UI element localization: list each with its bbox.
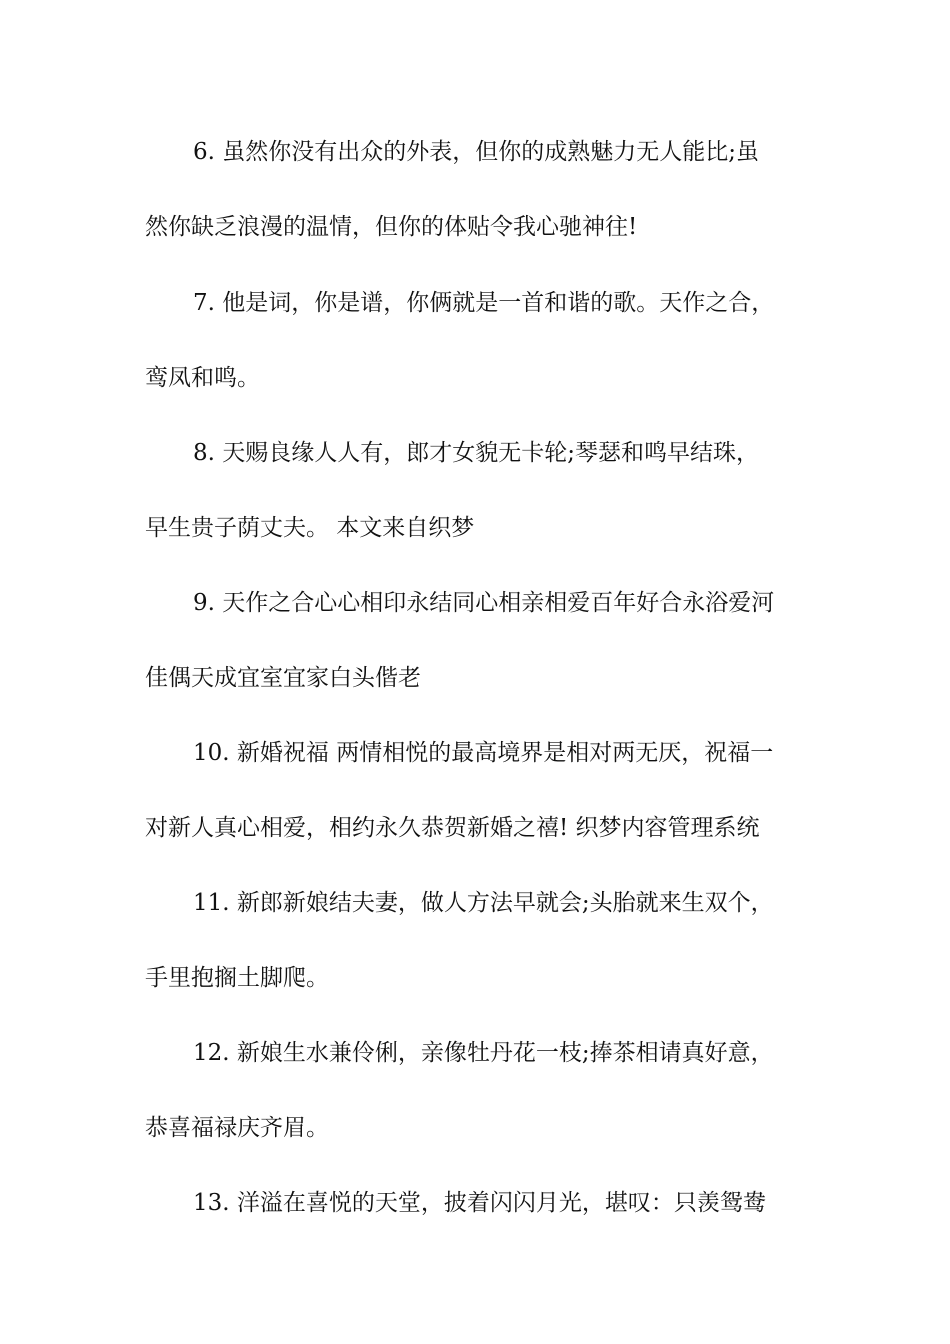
paragraph-11-line-2: 手里抱搁土脚爬。 [145, 965, 329, 991]
paragraph-6-line-1: 6. 虽然你没有出众的外表，但你的成熟魅力无人能比;虽 [193, 139, 760, 165]
paragraph-11-line-1: 11. 新郎新娘结夫妻，做人方法早就会;头胎就来生双个， [193, 890, 774, 916]
paragraph-6-line-2: 然你缺乏浪漫的温情，但你的体贴令我心驰神往! [145, 214, 638, 240]
paragraph-12-line-1: 12. 新娘生水兼伶俐，亲像牡丹花一枝;捧茶相请真好意， [193, 1040, 774, 1066]
paragraph-7-line-2: 鸾凤和鸣。 [145, 365, 260, 391]
paragraph-10-line-2: 对新人真心相爱，相约永久恭贺新婚之禧! 织梦内容管理系统 [145, 815, 760, 841]
paragraph-9-line-2: 佳偶天成宜室宜家白头偕老 [145, 665, 421, 691]
paragraph-8-line-2: 早生贵子荫丈夫。 本文来自织梦 [145, 515, 475, 541]
paragraph-7-line-1: 7. 他是词，你是谱，你俩就是一首和谐的歌。天作之合， [193, 290, 775, 316]
paragraph-13-line-1: 13. 洋溢在喜悦的天堂，披着闪闪月光，堪叹：只羡鸳鸯 [193, 1190, 766, 1216]
paragraph-10-line-1: 10. 新婚祝福 两情相悦的最高境界是相对两无厌，祝福一 [193, 740, 774, 766]
paragraph-12-line-2: 恭喜福禄庆齐眉。 [145, 1115, 329, 1141]
paragraph-8-line-1: 8. 天赐良缘人人有，郎才女貌无卡轮;琴瑟和鸣早结珠， [193, 440, 760, 466]
paragraph-9-line-1: 9. 天作之合心心相印永结同心相亲相爱百年好合永浴爱河 [193, 590, 775, 616]
